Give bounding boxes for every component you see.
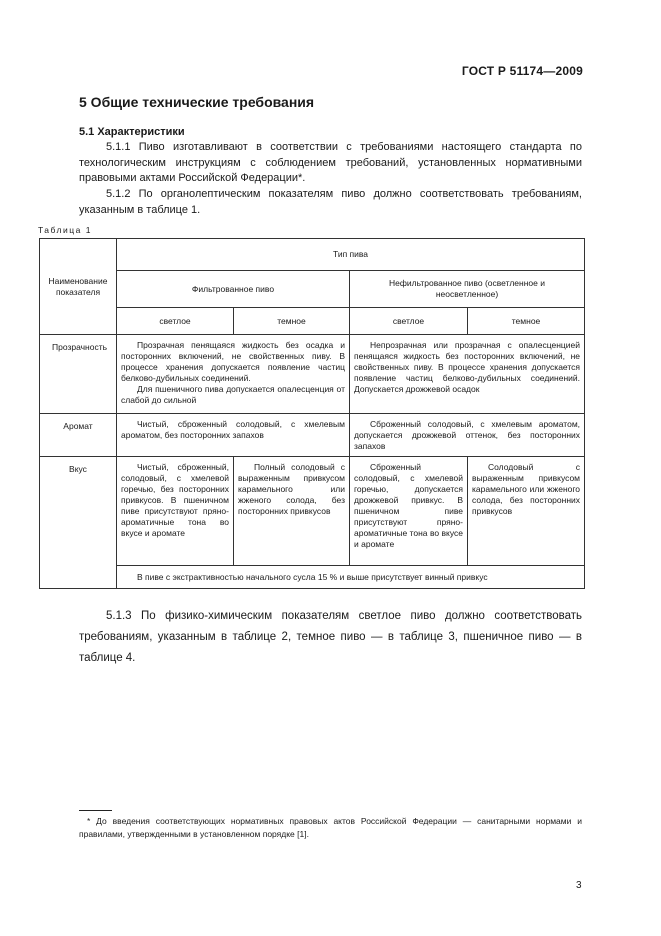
cell-clarity-filtered	[117, 335, 350, 414]
organoleptic-table	[39, 238, 585, 589]
header-unfiltered: Нефильтрованное пиво (осветленное и неосветленное)	[350, 271, 585, 308]
paragraph-5-1-2: 5.1.2 По органолептическим показателям пиво должно соответствовать требованиям, указанным в таблице 1.	[79, 188, 582, 216]
header-beer-type: Тип пива	[117, 239, 585, 271]
header-filtered: Фильтрованное пиво	[117, 271, 350, 308]
cell-aroma-unfiltered: Сброженный солодовый, с хмелевым ароматом, допускается дрожжевой оттенок, без посторонних запахов	[350, 414, 585, 457]
document-code: ГОСТ Р 51174—2009	[461, 64, 583, 78]
header-filtered-light: светлое	[117, 308, 234, 335]
clarity-wheat-text: Для пшеничного пива допускается опалесценция от слабой до сильной	[121, 384, 345, 405]
subsection-title: 5.1 Характеристики	[79, 126, 185, 138]
header-unfiltered-dark: темное	[468, 308, 585, 335]
cell-clarity-unfiltered: Непрозрачная или прозрачная с опалесценцией пенящаяся жидкость без посторонних включений, не свойственных пиву. В процессе хранения допускается появление частиц белково-дубильных соединений. Допускается дрожжевой осадок	[350, 335, 585, 414]
cell-taste-filtered-dark: Полный солодовый с выраженным привкусом карамельного или жженого солода, без посторонних привкусов	[234, 457, 350, 566]
header-filtered-dark: темное	[234, 308, 350, 335]
row-label-clarity: Прозрачность	[40, 335, 117, 414]
row-label-aroma: Аромат	[40, 414, 117, 457]
header-unfiltered-light: светлое	[350, 308, 468, 335]
footnote-rule	[79, 810, 112, 811]
header-indicator-name: Наименование показателя	[40, 239, 117, 335]
paragraph-5-1-3: 5.1.3 По физико-химическим показателям светлое пиво должно соответствовать требованиям, указанным в таблице 2, темное пиво — в таблице 3, пшеничное пиво — в таблице 4.	[79, 610, 582, 664]
cell-taste-note: В пиве с экстрактивностью начального сусла 15 % и выше присутствует винный привкус	[117, 566, 585, 589]
cell-taste-unfiltered-light: Сброженный солодовый, с хмелевой горечью, допускается дрожжевой привкус. В пшеничном пиве присутствуют пряно-ароматичные тона во вкусе и аромате	[350, 457, 468, 566]
table-caption: Таблица 1	[38, 225, 92, 235]
cell-taste-unfiltered-dark: Солодовый с выраженным привкусом карамельного или жженого солода, без посторонних привкусов	[468, 457, 585, 566]
row-label-taste: Вкус	[40, 457, 117, 589]
cell-aroma-filtered: Чистый, сброженный солодовый, с хмелевым ароматом, без посторонних запахов	[117, 414, 350, 457]
footnote: * До введения соответствующих нормативных правовых актов Российской Федерации — санитарными нормами и правилами, утвержденными в установленном порядке [1].	[79, 816, 582, 839]
paragraph-5-1-1: 5.1.1 Пиво изготавливают в соответствии с требованиями настоящего стандарта по технологическим инструкциям с соблюдением требований, установленных нормативными правовыми актами Российской Федерации*.	[79, 141, 582, 184]
cell-taste-filtered-light: Чистый, сброженный, солодовый, с хмелевой горечью, без посторонних привкусов. В пшеничном пиве присутствуют пряно-ароматичные тона во вкусе и аромате	[117, 457, 234, 566]
section-title: 5 Общие технические требования	[79, 94, 315, 110]
page-number: 3	[576, 880, 582, 891]
clarity-filtered-text: Прозрачная пенящаяся жидкость без осадка и посторонних включений, не свойственных пиву. В процессе хранения допускается появление частиц белково-дубильных соединений.	[121, 340, 345, 383]
